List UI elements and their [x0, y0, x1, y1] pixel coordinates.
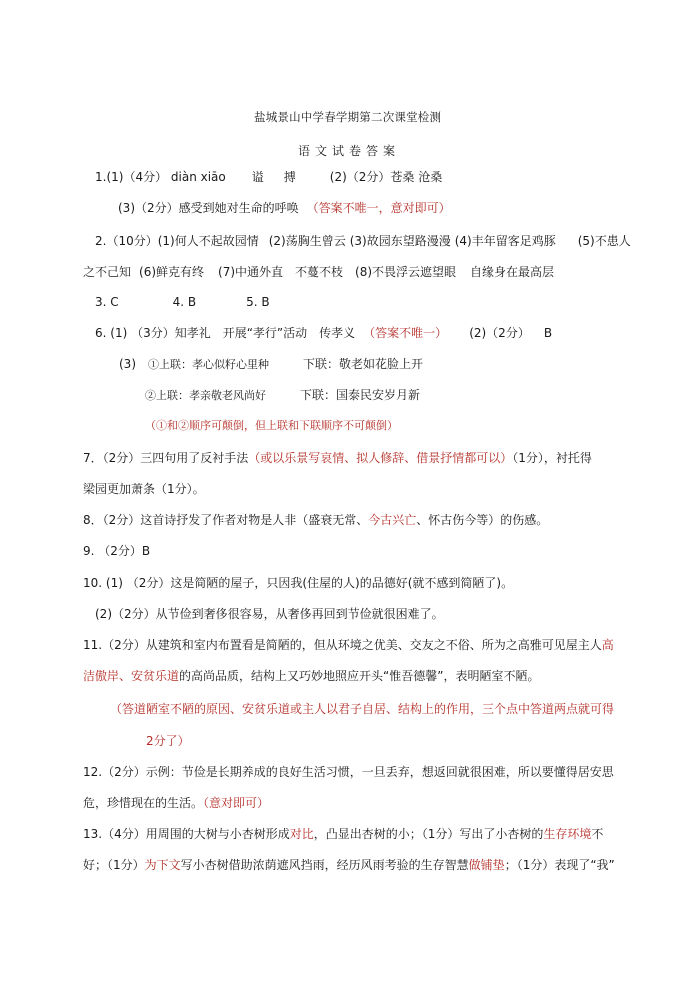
q11-part1: 11.（2分）从建筑和室内布置看是简陋的，但从环境之优美、交友之不俗、所为之高雅可见屋主人 [83, 638, 602, 652]
q13-red-1: 对比 [289, 827, 314, 841]
q12-note: （意对即可） [203, 796, 270, 810]
q8-red: 今古兴亡 [368, 513, 417, 527]
answer-line-16 [83, 637, 614, 653]
couplet-1-upper: ①上联：孝心似籽心里种 [148, 358, 269, 371]
answer-line-15: (2)（2分）从节俭到奢侈很容易，从奢侈再回到节俭就很困难了。 [95, 607, 444, 621]
couplet-2-lower: 下联：国泰民安岁月新 [300, 388, 421, 402]
q13-part2: ，凸显出杏树的小；（1分）写出了小杏树的 [313, 827, 544, 841]
answer-line-8 [145, 387, 420, 404]
q1-char-a: 谥 [251, 170, 264, 184]
q8-part2: 、怀古伤今等）的伤感。 [416, 513, 549, 527]
answer-line-18: （答道陋室不陋的原因、安贫乐道或主人以君子自居、结构上的作用，三个点中答道两点就可得 [110, 702, 615, 716]
q7-part1: 7．（2分）三四句用了反衬手法 [83, 451, 249, 465]
answer-line-9: （①和②顺序可颠倒，但上联和下联顺序不可颠倒） [145, 419, 398, 432]
answer-line-5 [95, 294, 270, 310]
q6-part2-answer: B [543, 326, 553, 340]
q6-part3: (3) [119, 357, 136, 371]
document-subtitle: 语文试卷答案 [298, 144, 401, 158]
q13-red-4: 做铺垫 [468, 858, 505, 872]
answer-line-17 [83, 668, 539, 684]
q2-item-8: (8)不畏浮云遮望眼 [355, 265, 457, 279]
answer-line-2 [118, 200, 451, 216]
answer-line-20: 12.（2分）示例：节俭是长期养成的良好生活习惯，一旦丢弃，想返回就很困难，所以要懂得居安思 [83, 765, 614, 779]
document-title: 盐城景山中学春学期第二次课堂检测 [254, 110, 442, 124]
q2-item-5-cont: 之不己知 [83, 265, 132, 279]
answer-line-6 [95, 325, 552, 341]
q2-item-6: (6)鲜克有终 [139, 265, 205, 279]
q1-part1: 1.(1)（4分） diàn xiāo [95, 170, 226, 184]
q13-part4: 好；（1分） [83, 858, 145, 872]
answer-line-22 [83, 826, 603, 842]
answer-line-19: 2分了） [146, 734, 190, 748]
q13-part5: 写小杏树借助浓荫遮风挡雨，经历风雨考验的生存智慧 [180, 858, 469, 872]
q2-item-7: (7)中通外直 [218, 265, 284, 279]
answer-line-13: 9. （2分）B [83, 544, 151, 558]
answer-line-14: 10. (1) （2分）这是简陋的屋子，只因我(住屋的人)的品德好(就不感到简陋了)。 [83, 576, 514, 590]
q6-part1b: 开展“孝行”活动 [222, 326, 308, 340]
q1-char-b: 搏 [283, 170, 296, 184]
answer-line-1 [95, 169, 442, 185]
answer-line-10 [83, 450, 592, 466]
q1-part3-note: （答案不唯一，意对即可） [306, 201, 451, 215]
q2-item-4: (4)丰年留客足鸡豚 [454, 234, 556, 248]
q12-part2: 危，珍惜现在的生活。 [83, 796, 204, 810]
q3-answer: 3. C [95, 295, 119, 309]
q13-part1: 13.（4分）用周围的大树与小杏树形成 [83, 827, 290, 841]
q7-part2: （1分），衬托得 [512, 451, 592, 465]
q5-answer: 5. B [246, 295, 270, 309]
q2-item-3: (3)故园东望路漫漫 [349, 234, 451, 248]
q13-red-3: 为下文 [144, 858, 181, 872]
q7-note: （或以乐景写哀情、拟人修辞、借景抒情都可以） [248, 451, 513, 465]
q11-part2: 的高尚品质，结构上又巧妙地照应开头“惟吾德馨”，表明陋室不陋。 [179, 669, 540, 683]
q13-part3: 不 [591, 827, 604, 841]
q2-item-5: (5)不患人 [577, 234, 631, 248]
q1-part2: (2)（2分）苍桑 沧桑 [329, 170, 443, 184]
answer-line-12 [83, 512, 548, 528]
q11-red-1: 高 [601, 638, 614, 652]
answer-line-23 [83, 857, 615, 873]
couplet-2-upper: ②上联：孝亲敬老风尚好 [145, 389, 266, 402]
answer-line-4 [83, 264, 554, 280]
q2-item-7b: 不蔓不枝 [295, 265, 344, 279]
answer-line-21 [83, 795, 269, 811]
q2-item-1: 2.（10分）(1)何人不起故园情 [95, 234, 259, 248]
answer-line-3 [95, 233, 631, 249]
couplet-1-lower: 下联：敬老如花脸上开 [303, 357, 424, 371]
q6-part2: (2)（2分） [469, 326, 530, 340]
q11-red-2: 洁傲岸、安贫乐道 [83, 669, 180, 683]
q1-part3: (3)（2分）感受到她对生命的呼唤 [118, 201, 299, 215]
q13-part6: ；（1分）表现了“我” [504, 858, 615, 872]
q6-part1-note: （答案不唯一） [363, 326, 448, 340]
q6-part1: 6. (1) （3分）知孝礼 [95, 326, 211, 340]
q2-item-2: (2)荡胸生曾云 [268, 234, 346, 248]
answer-line-11: 梁园更加萧条（1分）。 [83, 482, 205, 496]
q2-item-8b: 自缘身在最高层 [470, 265, 555, 279]
q8-part1: 8．（2分）这首诗抒发了作者对物是人非（盛衰无常、 [83, 513, 369, 527]
q6-part1c: 传孝义 [319, 326, 356, 340]
q4-answer: 4. B [172, 295, 197, 309]
answer-line-7 [119, 356, 423, 373]
q13-red-2: 生存环境 [543, 827, 592, 841]
